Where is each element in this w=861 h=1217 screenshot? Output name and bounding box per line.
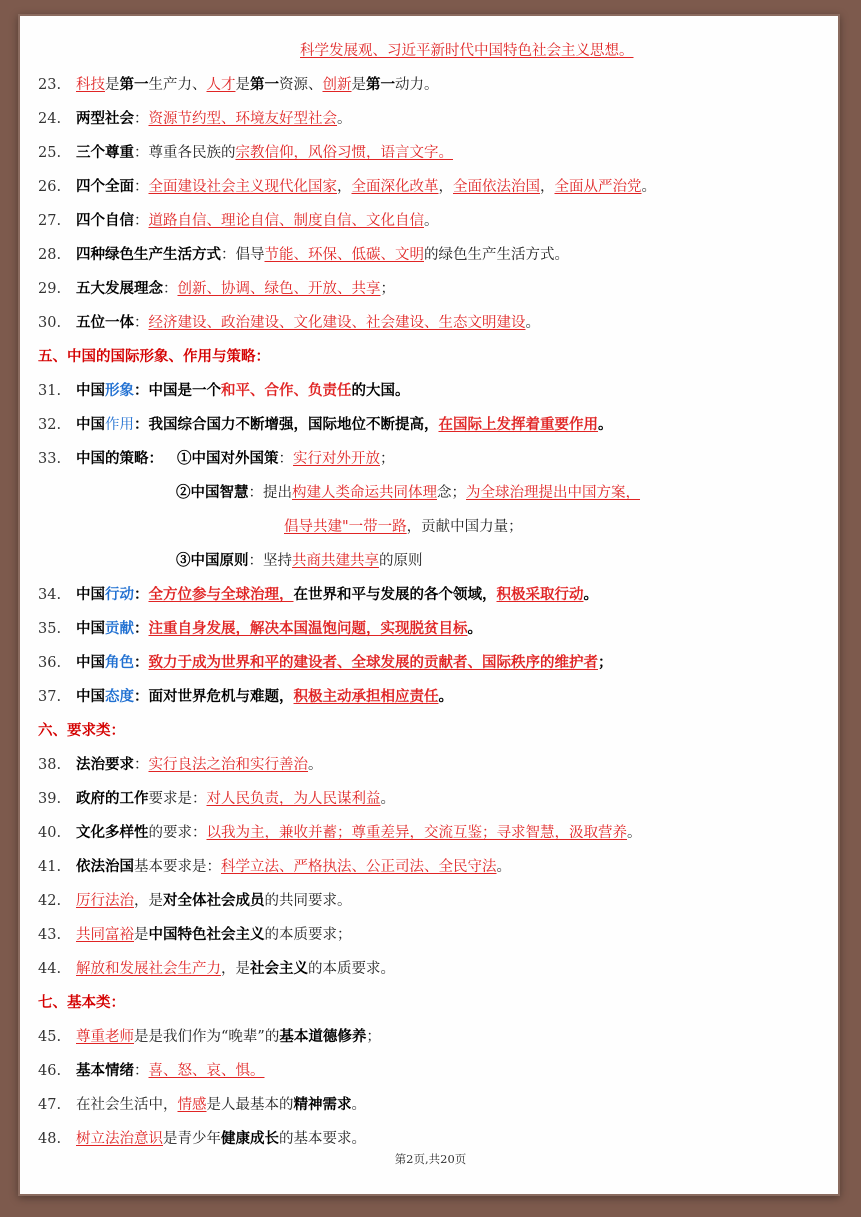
- term: 两型社会: [76, 110, 134, 127]
- item-33-wisdom: [176, 480, 640, 506]
- answer-text: 宗教信仰，风俗习惯，语言文字。: [235, 145, 453, 161]
- term: 中国的策略：: [76, 450, 163, 467]
- item-32: [38, 412, 613, 438]
- section-heading-6: 六、要求类：: [38, 722, 125, 739]
- bold-text: ：: [134, 586, 149, 603]
- plain-text: 的本质要求。: [308, 961, 395, 977]
- answer-text: 对人民负责，为人民谋利益: [206, 791, 381, 807]
- item-41: [38, 854, 511, 880]
- plain-text: 念；: [437, 485, 466, 501]
- plain-text: ，: [540, 179, 555, 195]
- bold-text: 在世界和平与发展的各个领域，: [293, 586, 497, 603]
- term: 政府的工作: [76, 790, 149, 807]
- item-number: 33.: [38, 451, 62, 467]
- plain-text: 资源、: [279, 77, 323, 93]
- plain-text: ；: [380, 451, 395, 467]
- item-24: [38, 106, 352, 132]
- bold-text: ：中国是一个: [134, 382, 221, 399]
- term-highlight: 行动: [105, 586, 134, 603]
- term: 中国: [76, 654, 105, 671]
- plain-text: 是: [351, 77, 366, 93]
- item-29: [38, 276, 395, 302]
- item-34: [38, 582, 598, 608]
- answer-text: 创新、协调、绿色、开放、共享: [177, 281, 381, 297]
- plain-text: ，: [438, 179, 453, 195]
- answer-text: 积极采取行动: [496, 586, 584, 603]
- answer-text: 和平、合作、负责任: [221, 382, 352, 399]
- plain-text: 。: [496, 859, 511, 875]
- plain-text: 。: [308, 757, 323, 773]
- item-37: [38, 684, 453, 710]
- sub-term: ③中国原则: [176, 552, 249, 569]
- answer-text: 在国际上发挥着重要作用: [438, 416, 598, 433]
- item-number: 28.: [38, 247, 62, 263]
- plain-text: ：倡导: [221, 247, 265, 263]
- bold-text: 基本道德修养: [279, 1028, 367, 1045]
- plain-text: 是青少年: [163, 1131, 221, 1147]
- plain-text: 。: [641, 179, 656, 195]
- answer-text: 全面深化改革: [351, 179, 439, 195]
- answer-text: 科学发展观、习近平新时代中国特色社会主义思想。: [300, 43, 634, 59]
- answer-text: 实行良法之治和实行善治: [148, 757, 308, 773]
- plain-text: ：: [134, 315, 149, 331]
- answer-text: 解放和发展社会生产力: [76, 961, 221, 977]
- item-27: [38, 208, 439, 234]
- answer-text: 积极主动承担相应责任: [293, 688, 439, 705]
- plain-text: 的要求：: [148, 825, 207, 841]
- plain-text: 在社会生活中，: [76, 1097, 178, 1113]
- bold-text: 中国特色社会主义: [148, 926, 265, 943]
- answer-text: 构建人类命运共同体理: [292, 485, 437, 501]
- bold-text: 。: [583, 586, 598, 603]
- bold-text: 第一: [119, 76, 149, 93]
- term-highlight: 形象: [105, 382, 134, 399]
- item-number: 27.: [38, 213, 62, 229]
- answer-text: 尊重老师: [76, 1029, 134, 1045]
- page-footer: 第2页,共20页: [394, 1152, 467, 1166]
- plain-text: 是是我们作为“晚辈”的: [134, 1029, 280, 1045]
- plain-text: 生产力、: [148, 77, 207, 93]
- answer-text: 以我为主，兼收并蓄；尊重差异，交流互鉴；寻求智慧，汲取营养: [206, 825, 627, 841]
- plain-text: ：尊重各民族的: [134, 145, 236, 161]
- plain-text: 是: [134, 927, 149, 943]
- plain-text: ：提出: [248, 485, 292, 501]
- term-highlight: 态度: [105, 688, 134, 705]
- item-number: 47.: [38, 1097, 62, 1113]
- term-highlight: 贡献: [105, 620, 134, 637]
- term: 中国: [76, 586, 105, 603]
- section-heading-7: 七、基本类：: [38, 994, 125, 1011]
- item-30: [38, 310, 540, 336]
- item-number: 39.: [38, 791, 62, 807]
- plain-text: ；: [380, 281, 395, 297]
- term: 五大发展理念: [76, 280, 163, 297]
- answer-text: 实行对外开放: [293, 451, 380, 467]
- plain-text: 的基本要求。: [279, 1131, 366, 1147]
- answer-text: 为全球治理提出中国方案，: [466, 485, 640, 501]
- term-highlight: 角色: [105, 654, 134, 671]
- plain-text: 。: [525, 315, 540, 331]
- bold-text: ：面对世界危机与难题，: [134, 688, 294, 705]
- answer-text: 创新: [322, 77, 352, 93]
- answer-text: 人才: [206, 77, 236, 93]
- answer-text: 经济建设、政治建设、文化建设、社会建设、生态文明建设: [148, 315, 526, 331]
- bold-text: 第一: [250, 76, 279, 93]
- item-number: 46.: [38, 1063, 62, 1079]
- answer-text: 科学立法、严格执法、公正司法、全民守法: [221, 859, 497, 875]
- item-number: 42.: [38, 893, 62, 909]
- term: 中国: [76, 688, 105, 705]
- plain-text: 。: [337, 111, 352, 127]
- item-48: [38, 1126, 366, 1152]
- bold-text: ：: [134, 654, 149, 671]
- plain-text: 的原则: [379, 553, 423, 569]
- plain-text: ，是: [134, 893, 163, 909]
- item-28: [38, 242, 569, 268]
- plain-text: 是: [235, 77, 250, 93]
- item-36: [38, 650, 613, 676]
- plain-text: 。: [380, 791, 395, 807]
- sub-term: ②中国智慧: [176, 484, 249, 501]
- plain-text: ：坚持: [248, 553, 292, 569]
- item-39: [38, 786, 395, 812]
- answer-text: 树立法治意识: [76, 1131, 163, 1147]
- bold-text: ：: [134, 620, 149, 637]
- plain-text: ，是: [221, 961, 250, 977]
- item-number: 43.: [38, 927, 62, 943]
- item-38: [38, 752, 323, 778]
- plain-text: ：: [134, 213, 149, 229]
- plain-text: ，贡献中国力量；: [406, 519, 523, 535]
- item-number: 35.: [38, 621, 62, 637]
- item-number: 32.: [38, 417, 62, 433]
- bold-text: 精神需求: [293, 1096, 352, 1113]
- item-25: [38, 140, 453, 166]
- plain-text: ；: [366, 1029, 381, 1045]
- answer-text: 倡导共建"一带一路: [284, 519, 407, 535]
- answer-text: 注重自身发展，解决本国温饱问题，实现脱贫目标: [148, 620, 468, 637]
- item-number: 41.: [38, 859, 62, 875]
- item-number: 36.: [38, 655, 62, 671]
- term: 五位一体: [76, 314, 134, 331]
- plain-text: ：: [278, 451, 293, 467]
- term-highlight: 作用: [105, 417, 134, 433]
- item-33: [38, 446, 395, 472]
- item-40: [38, 820, 642, 846]
- item-44: [38, 956, 395, 982]
- item-43: [38, 922, 352, 948]
- answer-text: 全面依法治国: [453, 179, 540, 195]
- item-42: [38, 888, 352, 914]
- plain-text: 动力。: [395, 77, 439, 93]
- plain-text: ：: [134, 179, 149, 195]
- term: 四个自信: [76, 212, 134, 229]
- term: 基本情绪: [76, 1062, 134, 1079]
- plain-text: 的本质要求；: [264, 927, 352, 943]
- answer-text: 资源节约型、环境友好型社会: [148, 111, 337, 127]
- term: 法治要求: [76, 756, 134, 773]
- answer-text: 情感: [177, 1097, 207, 1113]
- answer-text: 共同富裕: [76, 927, 134, 943]
- answer-text: 共商共建共享: [292, 553, 379, 569]
- bold-text: ：我国综合国力不断增强，国际地位不断提高，: [134, 416, 439, 433]
- bold-text: 第一: [366, 76, 395, 93]
- item-47: [38, 1092, 366, 1118]
- sub-term: ①中国对外国策: [177, 450, 279, 467]
- plain-text: 要求是：: [148, 791, 207, 807]
- answer-text: 全面建设社会主义现代化国家: [148, 179, 337, 195]
- term: 文化多样性: [76, 824, 149, 841]
- bold-text: ；: [598, 654, 613, 671]
- item-number: 37.: [38, 689, 62, 705]
- answer-text: 厉行法治: [76, 893, 134, 909]
- item-number: 23.: [38, 77, 62, 93]
- item-35: [38, 616, 482, 642]
- item-31: [38, 378, 410, 404]
- plain-text: 的绿色生产生活方式。: [424, 247, 569, 263]
- bold-text: 。: [438, 688, 453, 705]
- plain-text: 基本要求是：: [134, 859, 221, 875]
- term: 依法治国: [76, 858, 134, 875]
- item-number: 34.: [38, 587, 62, 603]
- term: 中国: [76, 382, 105, 399]
- item-number: 38.: [38, 757, 62, 773]
- answer-text: 喜、怒、哀、惧。: [148, 1063, 265, 1079]
- answer-text: 节能、环保、低碳、文明: [264, 247, 424, 263]
- plain-text: 。: [627, 825, 642, 841]
- item-number: 45.: [38, 1029, 62, 1045]
- plain-text: 的共同要求。: [264, 893, 352, 909]
- answer-text: 全面从严治党: [554, 179, 642, 195]
- plain-text: 是人最基本的: [206, 1097, 294, 1113]
- plain-text: 。: [351, 1097, 366, 1113]
- item-number: 40.: [38, 825, 62, 841]
- answer-text: 致力于成为世界和平的建设者、全球发展的贡献者、国际秩序的维护者: [148, 654, 598, 671]
- bold-text: 的大国。: [351, 382, 410, 399]
- section-heading-5: 五、中国的国际形象、作用与策略：: [38, 348, 270, 365]
- term: 四个全面: [76, 178, 134, 195]
- plain-text: ：: [134, 111, 149, 127]
- bold-text: 健康成长: [221, 1130, 279, 1147]
- term: 中国: [76, 416, 105, 433]
- item-33-principle: [176, 548, 423, 574]
- item-number: 31.: [38, 383, 62, 399]
- item-number: 25.: [38, 145, 62, 161]
- term: 四种绿色生产生活方式: [76, 246, 221, 263]
- bold-text: 。: [467, 620, 482, 637]
- line-continuation: [300, 38, 634, 64]
- bold-text: 对全体社会成员: [163, 892, 265, 909]
- term: 三个尊重: [76, 144, 134, 161]
- term: 中国: [76, 620, 105, 637]
- item-45: [38, 1024, 381, 1050]
- plain-text: 是: [105, 77, 120, 93]
- item-number: 44.: [38, 961, 62, 977]
- item-33-wisdom-cont: [284, 514, 523, 540]
- plain-text: 。: [424, 213, 439, 229]
- bold-text: 社会主义: [250, 960, 308, 977]
- plain-text: ：: [163, 281, 178, 297]
- item-23: [38, 72, 439, 98]
- answer-text: 道路自信、理论自信、制度自信、文化自信: [148, 213, 424, 229]
- item-number: 26.: [38, 179, 62, 195]
- answer-text: 科技: [76, 77, 105, 93]
- item-number: 30.: [38, 315, 62, 331]
- plain-text: ：: [134, 1063, 149, 1079]
- item-26: [38, 174, 656, 200]
- item-number: 29.: [38, 281, 62, 297]
- item-46: [38, 1058, 265, 1084]
- item-number: 24.: [38, 111, 62, 127]
- answer-text: 全方位参与全球治理，: [148, 586, 294, 603]
- bold-text: 。: [598, 416, 613, 433]
- plain-text: ：: [134, 757, 149, 773]
- item-number: 48.: [38, 1131, 62, 1147]
- plain-text: ，: [337, 179, 352, 195]
